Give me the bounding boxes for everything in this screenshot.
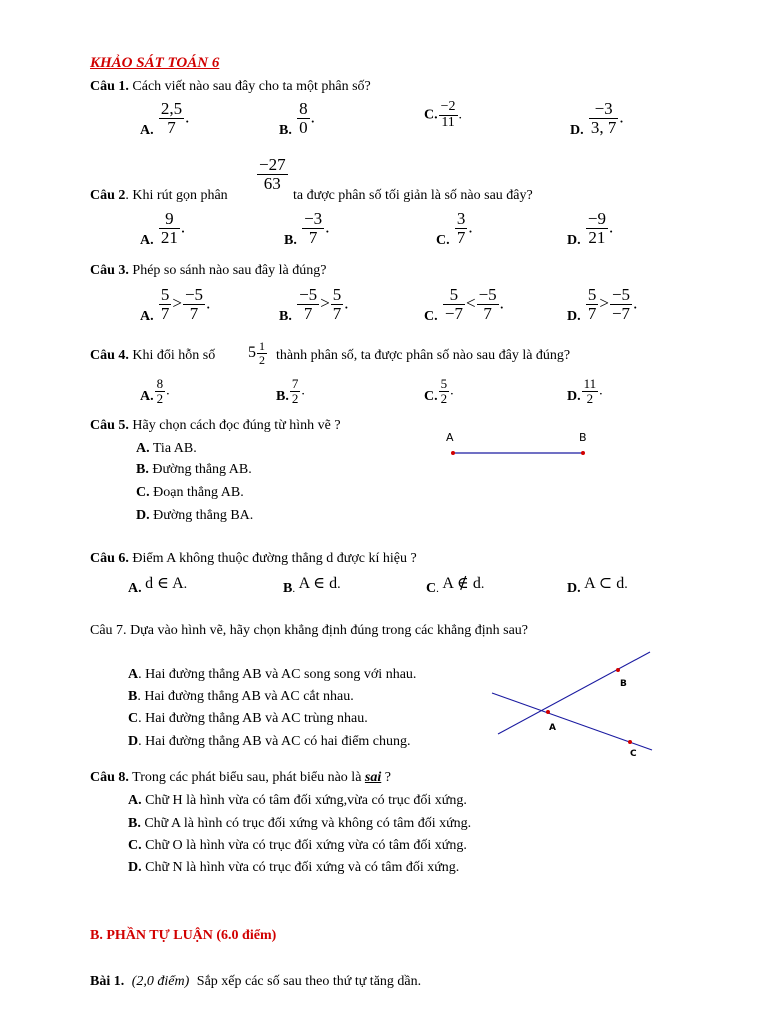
- point-a-label: A: [549, 723, 556, 733]
- q1-option-b[interactable]: $_{B.}$ $\frac{8}{0}$ .: [279, 99, 315, 139]
- q1-option-a[interactable]: $_{A.}$ $\frac{2,5}{7}$ .: [140, 99, 190, 139]
- q7-option-c[interactable]: C. Hai đường thẳng AB và AC trùng nhau.: [128, 711, 368, 726]
- q2-prompt: Câu 2. Khi rút gọn phân: [90, 188, 228, 203]
- q3-option-b[interactable]: $_{B.}$ $\frac{-5}{7}$ > $\frac{5}{7}$ .: [279, 285, 349, 325]
- bai1-points: (2,0 điểm): [131, 974, 190, 989]
- q2-option-d[interactable]: $_{D.}$ $\frac{-9}{21}$ .: [567, 209, 614, 249]
- q5-prompt: Câu 5. Hãy chọn cách đọc đúng từ hình vẽ ?: [90, 418, 341, 433]
- q1-prompt: [90, 79, 371, 95]
- q8-keyword: sai: [364, 770, 382, 785]
- q3-option-a[interactable]: $_{A.}$ $\frac{5}{7}$ > $\frac{-5}{7}$ .: [140, 285, 211, 325]
- point-a-label: A: [446, 431, 454, 444]
- q7-prompt: Câu 7. Dựa vào hình vẽ, hãy chọn khẳng định đúng trong các khẳng định sau?: [90, 623, 528, 638]
- point-a: [546, 710, 550, 714]
- q1-label: Câu 1.: [90, 79, 129, 94]
- q8-option-c[interactable]: C. Chữ O là hình vừa có trục đối xứng vừa có tâm đối xứng.: [128, 838, 467, 853]
- q4-option-b[interactable]: B. $\frac{7}{2}$ .: [276, 376, 305, 406]
- q7-intersecting-lines-figure: [488, 648, 658, 760]
- fraction: $\frac{8}{0}$: [299, 99, 308, 137]
- option-letter: D.: [570, 123, 584, 139]
- q4-option-a[interactable]: A. $\frac{8}{2}$ .: [140, 376, 170, 406]
- q5-option-a[interactable]: A. Tia AB.: [136, 441, 197, 456]
- q1-option-d[interactable]: $_{D.}$ $\frac{-3}{3, 7}$ .: [570, 99, 624, 139]
- q8-prompt: Câu 8. Trong các phát biểu sau, phát biểu nào là sai ?: [90, 770, 391, 785]
- q6-prompt: Câu 6. Điểm A không thuộc đường thẳng d được kí hiệu ?: [90, 551, 417, 566]
- q7-option-b[interactable]: B. Hai đường thẳng AB và AC cắt nhau.: [128, 689, 354, 704]
- q7-option-d[interactable]: D. Hai đường thẳng AB và AC có hai điểm chung.: [128, 734, 411, 749]
- q6-option-a[interactable]: A. d ∈ A.: [128, 575, 188, 596]
- q3-option-d[interactable]: $_{D.}$ $\frac{5}{7}$ > $\frac{-5}{-7}$ .: [567, 285, 638, 325]
- q1-text: Cách viết nào sau đây cho ta một phân số?: [132, 79, 371, 94]
- point-b: [581, 451, 585, 455]
- point-b: [616, 668, 620, 672]
- point-c: [628, 740, 632, 744]
- point-b-label: B: [579, 431, 587, 444]
- q4-mixed-number: 5 $\frac{1}{2}$: [248, 339, 265, 367]
- q3-option-c[interactable]: $_{C.}$ $\frac{5}{-7}$ < $\frac{-5}{7}$ .: [424, 285, 504, 325]
- q2-prompt-tail: ta được phân số tối giản là số nào sau đây?: [293, 188, 533, 203]
- q8-option-b[interactable]: B. Chữ A là hình có trục đối xứng và không có tâm đối xứng.: [128, 816, 472, 831]
- q5-option-c[interactable]: C. Đoạn thẳng AB.: [136, 485, 244, 500]
- q5-segment-figure: [440, 425, 600, 465]
- q5-option-d[interactable]: D. Đường thẳng BA.: [136, 508, 254, 523]
- q4-prompt: Câu 4. Khi đổi hỗn số: [90, 348, 216, 363]
- fraction: $\frac{-3}{3, 7}$: [590, 99, 617, 137]
- q4-option-c[interactable]: C. $\frac{5}{2}$ .: [424, 376, 454, 406]
- point-b-label: B: [620, 679, 627, 689]
- q6-option-c[interactable]: $C_.$ A ∉ d.: [426, 575, 485, 596]
- q8-option-a[interactable]: A. Chữ H là hình vừa có tâm đối xứng,vừa có trục đối xứng.: [128, 793, 467, 808]
- q2-option-a[interactable]: $_{A.}$ $\frac{9}{21}$ .: [140, 209, 186, 249]
- bai1-prompt: [90, 974, 421, 990]
- section-b-heading: B. PHẦN TỰ LUẬN (6.0 điểm): [90, 928, 277, 943]
- q2-label: Câu 2: [90, 188, 126, 203]
- exam-title: KHẢO SÁT TOÁN 6: [90, 55, 220, 71]
- option-letter: B.: [279, 123, 292, 139]
- q4-option-d[interactable]: D. $\frac{11}{2}$ .: [567, 376, 603, 406]
- line-ac: [492, 693, 652, 750]
- option-letter: A.: [140, 123, 154, 139]
- bai1-label: Bài 1.: [90, 974, 125, 989]
- point-a: [451, 451, 455, 455]
- bai1-text: Sắp xếp các số sau theo thứ tự tăng dần.: [196, 974, 422, 989]
- q1-option-c[interactable]: C. $\frac{-2}{11}$ .: [424, 99, 463, 130]
- q2-option-c[interactable]: $_{C.}$ $\frac{3}{7}$ .: [436, 209, 473, 249]
- q8-option-d[interactable]: D. Chữ N là hình vừa có trục đối xứng và có tâm đối xứng.: [128, 860, 460, 875]
- q6-option-b[interactable]: $B_.$ A ∈ d.: [283, 575, 341, 596]
- point-c-label: C: [630, 749, 637, 759]
- q5-option-b[interactable]: B. Đường thẳng AB.: [136, 462, 252, 477]
- option-letter: C.: [424, 107, 438, 123]
- q4-prompt-tail: thành phân số, ta được phân số nào sau đây là đúng?: [276, 348, 571, 363]
- q3-prompt: Câu 3. Phép so sánh nào sau đây là đúng?: [90, 263, 327, 278]
- q2-fraction: $\frac{-27}{63}$: [259, 155, 286, 193]
- q6-option-d[interactable]: D. A ⊂ d.: [567, 575, 628, 596]
- fraction: $\frac{-2}{11}$: [440, 99, 456, 130]
- fraction: $\frac{2,5}{7}$: [160, 99, 183, 137]
- q7-option-a[interactable]: A. Hai đường thẳng AB và AC song song với nhau.: [128, 667, 417, 682]
- q2-option-b[interactable]: $_{B.}$ $\frac{-3}{7}$ .: [284, 209, 330, 249]
